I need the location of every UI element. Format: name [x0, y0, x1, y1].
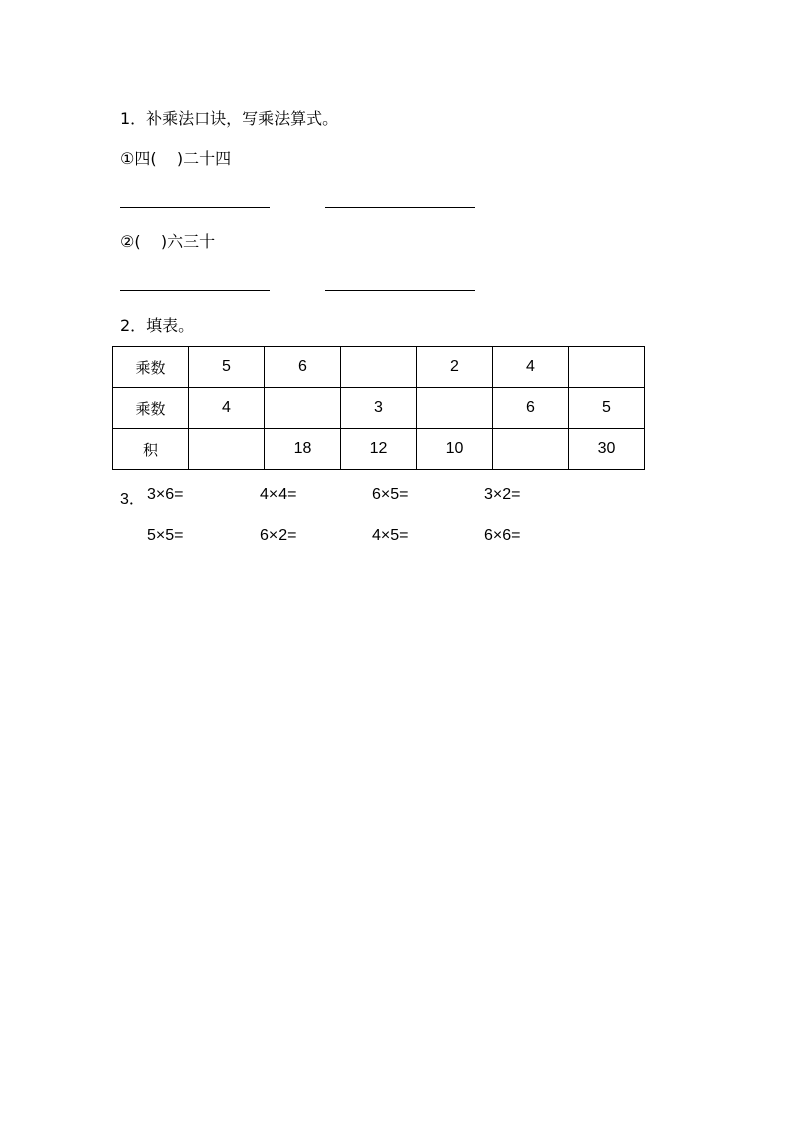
table-cell[interactable]: [265, 388, 341, 429]
table-cell[interactable]: [569, 347, 645, 388]
table-cell: 30: [569, 429, 645, 470]
q1-title: 1．补乘法口诀，写乘法算式。: [120, 109, 339, 128]
answer-blank[interactable]: [325, 207, 475, 208]
answer-blank[interactable]: [120, 290, 270, 291]
table-cell: 4: [189, 388, 265, 429]
table-row: [113, 429, 645, 470]
fill-in-table: [112, 346, 645, 470]
table-cell: 2: [417, 347, 493, 388]
table-cell: 5: [189, 347, 265, 388]
table-cell: 5: [569, 388, 645, 429]
table-cell: 乘数: [113, 347, 189, 388]
table-cell: 积: [113, 429, 189, 470]
equation: 6×6=: [484, 527, 521, 544]
table-cell[interactable]: [341, 347, 417, 388]
answer-blank[interactable]: [120, 207, 270, 208]
table-cell[interactable]: [189, 429, 265, 470]
table-cell: 12: [341, 429, 417, 470]
table-cell: 3: [341, 388, 417, 429]
equation: 4×5=: [372, 527, 409, 544]
table-row: [113, 347, 645, 388]
equation: 4×4=: [260, 486, 297, 503]
equation: 6×2=: [260, 527, 297, 544]
equation: 3×6=: [147, 486, 184, 503]
equation: 3×2=: [484, 486, 521, 503]
table-cell: 4: [493, 347, 569, 388]
table-row: [113, 388, 645, 429]
table-cell: 乘数: [113, 388, 189, 429]
table-cell[interactable]: [493, 429, 569, 470]
table-cell: 18: [265, 429, 341, 470]
q3-prefix: 3．: [120, 491, 145, 508]
answer-blank[interactable]: [325, 290, 475, 291]
q1-item-2: ②( )六三十: [120, 232, 216, 251]
table-cell: 6: [265, 347, 341, 388]
q2-title: 2．填表。: [120, 316, 195, 335]
table-cell[interactable]: [417, 388, 493, 429]
q1-item-1: ①四( )二十四: [120, 149, 232, 168]
equation: 5×5=: [147, 527, 184, 544]
table-cell: 10: [417, 429, 493, 470]
table-cell: 6: [493, 388, 569, 429]
equation: 6×5=: [372, 486, 409, 503]
